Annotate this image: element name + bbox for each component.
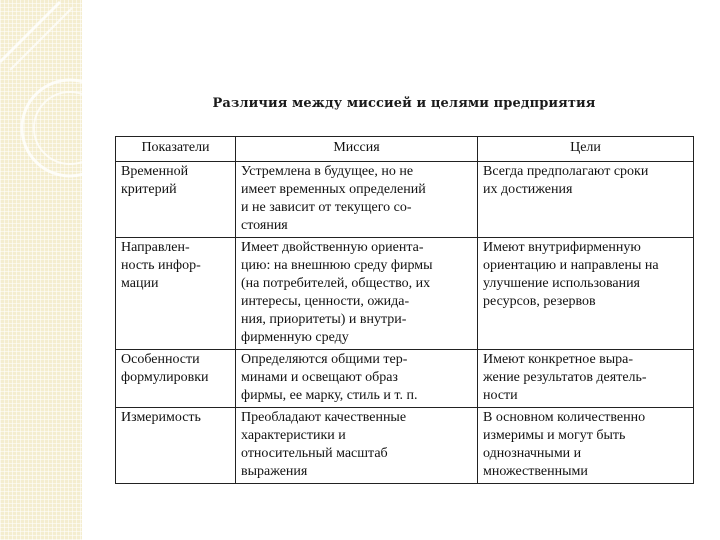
table-row bbox=[116, 162, 694, 238]
indicator-cell: Измеримость bbox=[116, 408, 236, 484]
comparison-table bbox=[115, 136, 694, 484]
goals-cell: Имеют внутрифирменную ориентацию и направлены на улучшение использования ресурсов, резервов bbox=[478, 238, 694, 350]
indicator-cell: Временной критерий bbox=[116, 162, 236, 238]
table-row bbox=[116, 238, 694, 350]
mission-cell: Устремлена в будущее, но не имеет временных определений и не зависит от текущего со- стояния bbox=[236, 162, 478, 238]
indicator-cell: Особенности формулировки bbox=[116, 350, 236, 408]
goals-cell: В основном количественно измеримы и могут быть однозначными и множественными bbox=[478, 408, 694, 484]
decorative-arcs-icon bbox=[0, 0, 82, 260]
mission-cell: Преобладают качественные характеристики и относительный масштаб выражения bbox=[236, 408, 478, 484]
column-header-indicators: Показатели bbox=[116, 137, 236, 162]
column-header-mission: Миссия bbox=[236, 137, 478, 162]
goals-cell: Всегда предполагают сроки их достижения bbox=[478, 162, 694, 238]
mission-cell: Определяются общими тер- минами и освещают образ фирмы, ее марку, стиль и т. п. bbox=[236, 350, 478, 408]
page-title: Различия между миссией и целями предприятия bbox=[212, 96, 596, 111]
goals-cell: Имеют конкретное выра- жение результатов деятель- ности bbox=[478, 350, 694, 408]
indicator-cell: Направлен- ность инфор- мации bbox=[116, 238, 236, 350]
table-row bbox=[116, 350, 694, 408]
table-row bbox=[116, 408, 694, 484]
table-header-row bbox=[116, 137, 694, 162]
column-header-goals: Цели bbox=[478, 137, 694, 162]
mission-cell: Имеет двойственную ориента- цию: на внешнюю среду фирмы (на потребителей, общество, их интересы, ценности, ожида- ния, приоритеты) и внутри- фирменную среду bbox=[236, 238, 478, 350]
